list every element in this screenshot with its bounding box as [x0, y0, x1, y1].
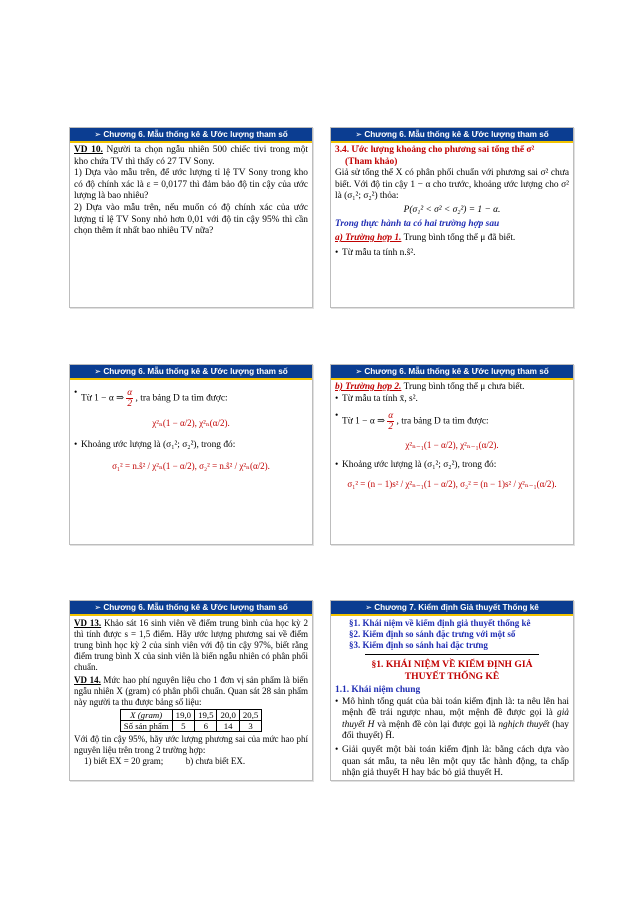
alpha-half-fraction — [387, 411, 394, 432]
alpha-half-fraction — [126, 388, 133, 409]
table-cell: Số sản phẩm — [120, 721, 172, 732]
slide-header: ➢ Chương 6. Mẫu thống kê & Ước lượng tham số — [70, 365, 312, 378]
case2-text: Trung bình tổng thể μ chưa biết. — [401, 382, 525, 392]
interval-formula: σ₁² = n.ŝ² / χ²ₙ(1 − α/2), σ₂² = n.ŝ² / χ²ₙ(α/2). — [112, 461, 270, 472]
subsection-title: 1.1. Khái niệm chung — [335, 685, 421, 695]
lookup-suffix: , tra bảng D ta tìm được: — [396, 416, 489, 427]
chi-square-values: χ²ₙ(1 − α/2), χ²ₙ(α/2). — [152, 418, 230, 428]
lookup-bullet — [335, 411, 569, 432]
vd13-text: Khảo sát 16 sinh viên về điểm trung bình của học kỳ 2 thì tính được s = 1,5 điểm. Hãy ước lượng phương sai về điểm trung bình học kỳ 2 của sinh viên với độ tin cậy 97%, biết rằng điểm trung bình X của sinh viên là biến ngẫu nhiên có phân phối chuẩn. — [74, 618, 309, 672]
probability-formula: P(σ₁² < σ² < σ₂²) = 1 − α. — [403, 204, 501, 215]
case1-line — [335, 233, 569, 245]
slide-case1-formulas — [69, 364, 313, 545]
slide-hypothesis-testing — [330, 600, 574, 781]
lookup-prefix: Từ 1 − α ⇒ — [342, 416, 385, 427]
sample-stat-bullet: • Từ mẫu ta tính n.ŝ². — [335, 248, 569, 260]
definition-text: (hay đối thuyết) H̄. — [342, 719, 569, 742]
table-cell: 6 — [195, 721, 217, 732]
case1-label: a) Trường hợp 1. — [335, 233, 402, 244]
section-title: 3.4. Ước lượng khoảng cho phương sai tổng thể σ² — [335, 145, 535, 155]
interval-formula: σ₁² = (n − 1)s² / χ²ₙ₋₁(1 − α/2), σ₂² = (n − 1)s² / χ²ₙ₋₁(α/2). — [347, 479, 557, 490]
toc-item: §3. Kiểm định so sánh hai đặc trưng — [349, 640, 488, 650]
definition-text: Mô hình tổng quát của bài toán kiểm định là: ta nêu lên hai mệnh đề trái ngược nhau, một mệnh đề được gọi là — [342, 696, 569, 719]
section-title: §1. KHÁI NIỆM VỀ KIỂM ĐỊNH GIẢ THUYẾT THỐNG KÊ — [371, 659, 533, 682]
fraction-denominator: 2 — [388, 422, 394, 433]
lookup-bullet — [74, 388, 308, 409]
fraction-numerator: α — [127, 388, 133, 398]
fraction-numerator: α — [388, 411, 394, 422]
vd10-q2: 2) Dựa vào mẫu trên, nếu muốn có độ chính xác của ước lượng tỉ lệ TV Sony nhỏ hơn 0,01 với độ tin cậy 95% thì cần chọn thêm ít nhất bao nhiêu TV nữa? — [74, 202, 308, 237]
lookup-suffix: , tra bảng D ta tìm được: — [135, 393, 228, 404]
case2-label: b) Trường hợp 2. — [335, 382, 402, 392]
slide-case2 — [330, 364, 574, 545]
case2-line — [335, 382, 569, 394]
slide-header: ➢ Chương 6. Mẫu thống kê & Ước lượng tham số — [331, 365, 573, 378]
table-cell: 19,0 — [172, 710, 194, 721]
table-cell: 5 — [172, 721, 194, 732]
table-cell: X (gram) — [120, 710, 172, 721]
chi-square-values: χ²ₙ₋₁(1 − α/2), χ²ₙ₋₁(α/2). — [405, 440, 499, 451]
slide-variance-interval — [330, 127, 574, 308]
alternative-term: nghịch thuyết — [498, 719, 550, 730]
table-cell: 3 — [239, 721, 261, 732]
table-cell: 19,5 — [195, 710, 217, 721]
procedure-bullet: • Giải quyết một bài toán kiểm định là: bằng cách dựa vào quan sát mẫu, ta nêu lên một quy tắc hành động, ta chấp nhận giả thuyết H hay bác bỏ giả thuyết H. — [335, 745, 569, 780]
toc-item: §1. Khái niệm về kiểm định giả thuyết thống kê — [349, 618, 531, 628]
slide-header: ➢ Chương 6. Mẫu thống kê & Ước lượng tham số — [331, 128, 573, 141]
case1-text: Trung bình tổng thể μ đã biết. — [401, 233, 516, 244]
slide-header: ➢ Chương 6. Mẫu thống kê & Ước lượng tham số — [70, 128, 312, 141]
data-table — [120, 709, 263, 732]
slide-vd10 — [69, 127, 313, 308]
vd10-q1: 1) Dựa vào mẫu trên, để ước lượng tỉ lệ TV Sony trong kho có độ chính xác là ε = 0,0177 thì đảm bảo độ tin cậy của ước lượng là bao nhiêu? — [74, 168, 308, 202]
vd10-label: VD 10. — [74, 145, 103, 155]
definition-bullet — [335, 697, 569, 743]
interval-bullet: • Khoảng ước lượng là (σ₁²; σ₂²), trong đó: — [74, 440, 308, 452]
table-cell: 20,0 — [217, 710, 239, 721]
table-row — [120, 710, 262, 721]
practice-heading: Trong thực hành ta có hai trường hợp sau — [335, 218, 500, 229]
interval-bullet: • Khoảng ước lượng là (σ₁²; σ₂²), trong đó: — [335, 460, 569, 472]
lookup-prefix: Từ 1 − α ⇒ — [81, 393, 124, 404]
toc-item: §2. Kiểm định so sánh đặc trưng với một số — [349, 629, 516, 639]
table-row — [120, 721, 262, 732]
table-cell: 14 — [217, 721, 239, 732]
vd14-paragraph — [74, 675, 308, 708]
vd13-label: VD 13. — [74, 618, 102, 628]
vd14-label: VD 14. — [74, 675, 101, 685]
section-divider — [365, 654, 539, 655]
section-subtitle: (Tham khảo) — [345, 156, 398, 167]
slide-vd13-vd14 — [69, 600, 313, 781]
vd14-text: Mức hao phí nguyên liệu cho 1 đơn vị sản phẩm là biến ngẫu nhiên X (gram) có phân phối chuẩn. Quan sát 28 sản phẩm này người ta thu được bảng số liệu: — [74, 675, 309, 707]
assumption-text: Giả sử tổng thể X có phân phối chuẩn với phương sai σ² chưa biết. Với độ tin cậy 1 − α cho trước, khoảng ước lượng cho σ² là (σ₁²; σ₂²) thỏa: — [335, 168, 569, 202]
vd13-paragraph — [74, 618, 308, 673]
vd14-cases: 1) biết EX = 20 gram; b) chưa biết EX. — [84, 756, 246, 766]
slide-header: ➢ Chương 6. Mẫu thống kê & Ước lượng tham số — [70, 601, 312, 614]
vd10-text: Người ta chọn ngẫu nhiên 500 chiếc tivi trong một kho chứa TV thì thấy có 27 TV Sony. — [74, 145, 308, 167]
vd10-intro — [74, 145, 308, 168]
vd14-after: Với độ tin cậy 95%, hãy ước lượng phương sai của mức hao phí nguyên liệu trên trong 2 trường hợp: — [74, 734, 308, 755]
definition-text: và mệnh đề còn lại được gọi là — [374, 719, 499, 730]
fraction-denominator: 2 — [127, 399, 133, 409]
hypothesis-term: giả thuyết H — [342, 708, 569, 730]
sample-stat-bullet: • Từ mẫu ta tính x̄, s². — [335, 394, 569, 406]
table-cell: 20,5 — [239, 710, 261, 721]
slide-header: ➢ Chương 7. Kiểm định Giả thuyết Thống kê — [331, 601, 573, 614]
